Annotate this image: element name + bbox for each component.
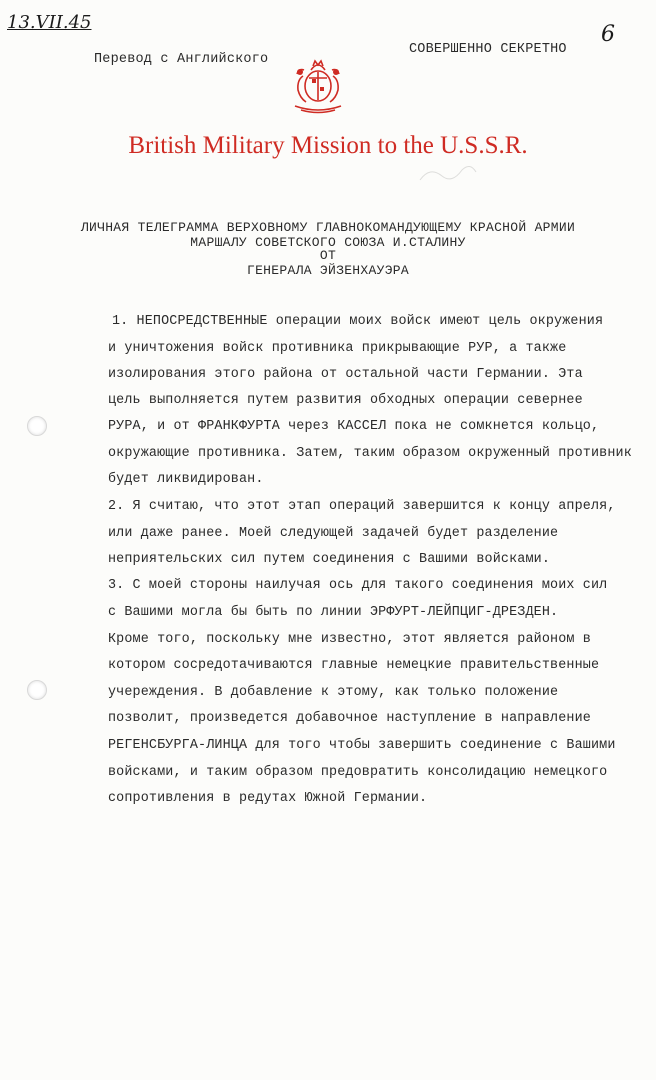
handwritten-page-number: 6 [601,22,615,47]
body-line: войсками, и таким образом предовратить консолидацию немецкого [108,765,608,780]
punch-hole [27,680,47,700]
heading-line: ОТ [319,248,337,263]
body-line: окружающие противника. Затем, таким образом окруженный противник [108,446,632,461]
translation-note: Перевод с Английского [94,52,269,67]
handwritten-date: 13.VII.45 [7,12,92,33]
body-line: РУРА, и от ФРАНКФУРТА через КАССЕЛ пока не сомкнется кольцо, [108,419,600,434]
heading-line: ЛИЧНАЯ ТЕЛЕГРАММА ВЕРХОВНОМУ ГЛАВНОКОМАНДУЮЩЕМУ КРАСНОЙ АРМИИ [80,220,576,235]
body-line: 3. С моей стороны наилучая ось для такого соединения моих сил [108,578,608,593]
royal-coat-of-arms-icon [283,48,353,118]
faint-stamp-mark [418,160,478,190]
body-line: с Вашими могла бы быть по линии ЭРФУРТ-ЛЕЙПЦИГ-ДРЕЗДЕН. [108,605,559,620]
heading-line: ГЕНЕРАЛА ЭЙЗЕНХАУЭРА [246,263,410,278]
punch-hole [27,416,47,436]
body-line: 1. НЕПОСРЕДСТВЕННЫЕ операции моих войск имеют цель окружения [112,314,604,329]
body-line: цель выполняется путем развития обходных операции севернее [108,393,583,408]
body-line: и уничтожения войск противника прикрывающие РУР, а также [108,341,567,356]
body-line: будет ликвидирован. [108,472,264,487]
body-line: сопротивления в редутах Южной Германии. [108,791,428,806]
mission-name: British Military Mission to the U.S.S.R. [128,132,528,159]
body-line: Кроме того, поскольку мне известно, этот является районом в [108,632,591,647]
classification-label: СОВЕРШЕННО СЕКРЕТНО [409,42,567,57]
body-line: учереждения. В добавление к этому, как только положение [108,685,559,700]
heading-line: МАРШАЛУ СОВЕТСКОГО СОЮЗА И.СТАЛИНУ [190,235,466,250]
body-line: неприятельских сил путем соединения с Вашими войсками. [108,552,551,567]
body-line: котором сосредотачиваются главные немецкие правительственные [108,658,600,673]
body-line: изолирования этого района от остальной части Германии. Эта [108,367,583,382]
body-line: позволит, произведется добавочное наступление в направление [108,711,591,726]
body-line: или даже ранее. Моей следующей задачей будет разделение [108,526,559,541]
body-line: 2. Я считаю, что этот этап операций завершится к концу апреля, [108,499,616,514]
body-line: РЕГЕНСБУРГА-ЛИНЦА для того чтобы завершить соединение с Вашими [108,738,616,753]
